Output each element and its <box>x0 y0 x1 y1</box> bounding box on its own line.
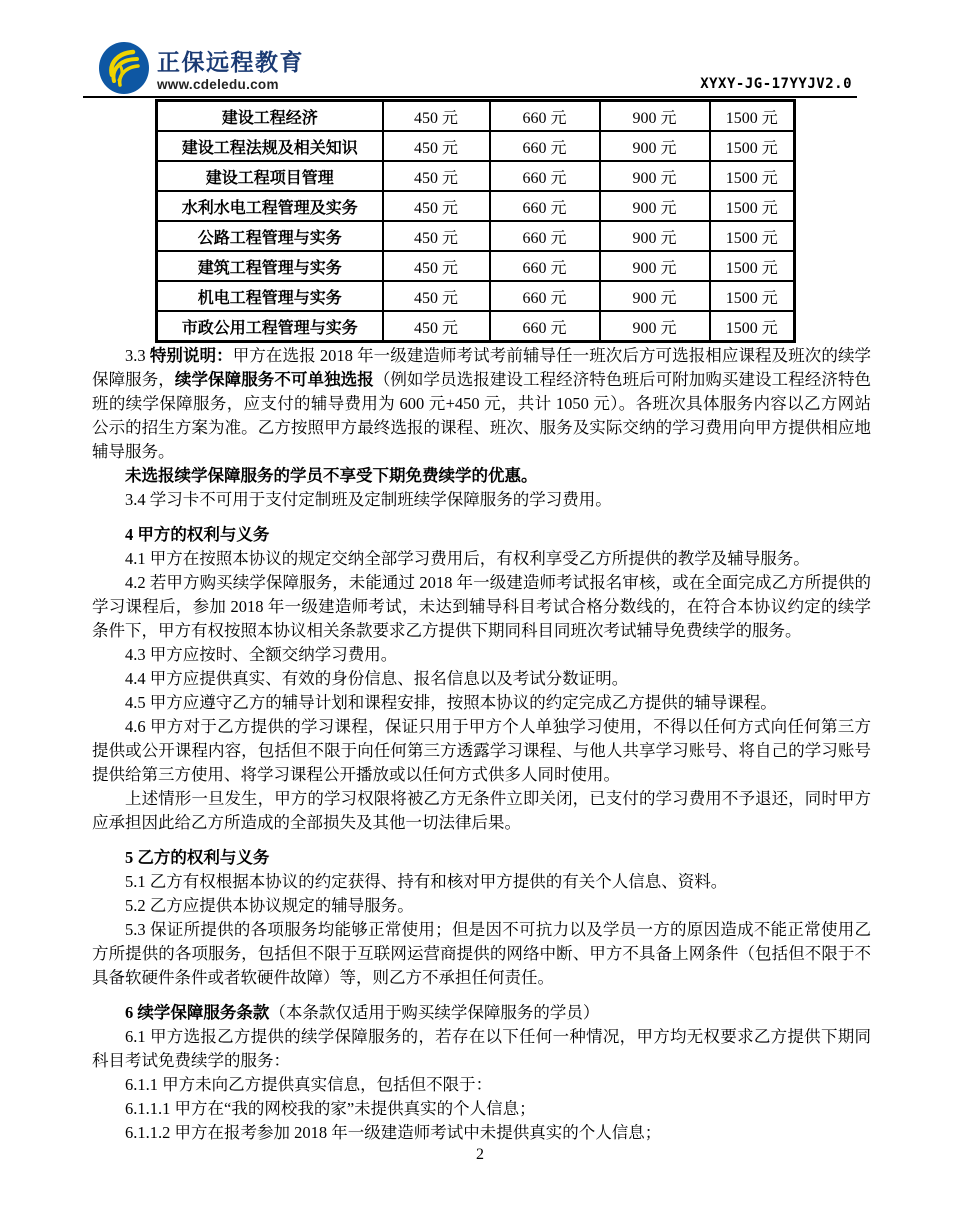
price-cell: 660 元 <box>490 191 600 221</box>
para-3-4: 3.4 学习卡不可用于支付定制班及定制班续学保障服务的学习费用。 <box>125 490 612 509</box>
contract-body <box>92 344 871 1145</box>
price-cell: 1500 元 <box>710 161 795 191</box>
para-3-3-bold: 续学保障服务不可单独选报 <box>174 370 374 389</box>
brand-texts <box>157 42 304 92</box>
para-3-3-notice: 未选报续学保障服务的学员不享受下期免费续学的优惠。 <box>125 466 538 485</box>
para-3-3-num: 3.3 <box>125 346 150 365</box>
para-5-3: 5.3 保证所提供的各项服务均能够正常使用；但是因不可抗力以及学员一方的原因造成不能正常使用乙方所提供的各项服务，包括但不限于互联网运营商提供的网络中断、甲方不具备上网条件（包括但不限于不具备软硬件条件或者软硬件故障）等，则乙方不承担任何责任。 <box>92 920 871 987</box>
price-cell: 900 元 <box>600 311 710 342</box>
para-6-1-1: 6.1.1 甲方未向乙方提供真实信息，包括但不限于： <box>125 1075 493 1094</box>
para-3-3-text2: （例如学员选报建设工程经济特色班后可附加购买建设工程经济特色班的续学保障服务，应支付的辅导费用为 600 元+450 元，共计 1050 元）。各班次具体服务内容以乙方网站公示的招生方案为准。乙方按照甲方最终选报的课程、班次、服务及实际交纳的学习费用向甲方提供相应地辅导服务。 <box>92 370 872 461</box>
table-row <box>157 311 795 342</box>
price-cell: 1500 元 <box>710 311 795 342</box>
para-3-3-label: 特别说明： <box>149 346 233 365</box>
table-row <box>157 101 795 132</box>
price-cell: 1500 元 <box>710 131 795 161</box>
subject-cell: 建设工程法规及相关知识 <box>157 131 383 161</box>
price-cell: 900 元 <box>600 131 710 161</box>
table-row <box>157 161 795 191</box>
para-4-1: 4.1 甲方在按照本协议的规定交纳全部学习费用后，有权利享受乙方所提供的教学及辅导服务。 <box>125 549 810 568</box>
table-row <box>157 251 795 281</box>
heading-section-4: 4 甲方的权利与义务 <box>125 525 270 544</box>
brand-header <box>99 42 304 94</box>
price-cell: 1500 元 <box>710 191 795 221</box>
table-row <box>157 131 795 161</box>
table-row <box>157 191 795 221</box>
para-4-6b: 上述情形一旦发生，甲方的学习权限将被乙方无条件立即关闭，已支付的学习费用不予退还，同时甲方应承担因此给乙方所造成的全部损失及其他一切法律后果。 <box>92 789 871 832</box>
price-cell: 450 元 <box>383 281 490 311</box>
subject-cell: 市政公用工程管理与实务 <box>157 311 383 342</box>
price-cell: 900 元 <box>600 281 710 311</box>
para-6-1-1-2: 6.1.1.2 甲方在报考参加 2018 年一级建造师考试中未提供真实的个人信息； <box>125 1123 662 1142</box>
price-cell: 450 元 <box>383 251 490 281</box>
subject-cell: 公路工程管理与实务 <box>157 221 383 251</box>
para-5-2: 5.2 乙方应提供本协议规定的辅导服务。 <box>125 896 414 915</box>
para-4-2: 4.2 若甲方购买续学保障服务，未能通过 2018 年一级建造师考试报名审核，或在全面完成乙方所提供的学习课程后，参加 2018 年一级建造师考试，未达到辅导科目考试合格分数线的，在符合本协议约定的续学条件下，甲方有权按照本协议相关条款要求乙方提供下期同科目同班次考试辅导免费续学的服务。 <box>92 573 871 640</box>
price-cell: 900 元 <box>600 161 710 191</box>
para-4-5: 4.5 甲方应遵守乙方的辅导计划和课程安排，按照本协议的约定完成乙方提供的辅导课程。 <box>125 693 777 712</box>
para-4-6: 4.6 甲方对于乙方提供的学习课程，保证只用于甲方个人单独学习使用，不得以任何方式向任何第三方提供或公开课程内容，包括但不限于向任何第三方透露学习课程、与他人共享学习账号、将自己的学习账号提供给第三方使用、将学习课程公开播放或以任何方式供多人同时使用。 <box>92 717 871 784</box>
price-cell: 450 元 <box>383 131 490 161</box>
para-3-3-text1: 甲方在选报 2018 年一级建造师考试考前辅导任一班次后方可选报相应课程及班次的续学保障服务， <box>92 346 872 389</box>
price-cell: 900 元 <box>600 101 710 132</box>
price-cell: 660 元 <box>490 221 600 251</box>
price-cell: 900 元 <box>600 251 710 281</box>
brand-logo-icon <box>99 42 149 94</box>
page-number: 2 <box>476 1146 484 1163</box>
price-cell: 1500 元 <box>710 221 795 251</box>
price-cell: 450 元 <box>383 161 490 191</box>
price-cell: 660 元 <box>490 281 600 311</box>
table-row <box>157 221 795 251</box>
price-cell: 900 元 <box>600 221 710 251</box>
subject-cell: 机电工程管理与实务 <box>157 281 383 311</box>
price-cell: 450 元 <box>383 311 490 342</box>
price-cell: 1500 元 <box>710 281 795 311</box>
price-cell: 660 元 <box>490 101 600 132</box>
price-table <box>155 99 796 343</box>
para-6-1: 6.1 甲方选报乙方提供的续学保障服务的，若存在以下任何一种情况，甲方均无权要求乙方提供下期同科目考试免费续学的服务： <box>92 1027 871 1070</box>
heading-section-6 <box>92 1001 871 1025</box>
price-cell: 660 元 <box>490 131 600 161</box>
price-cell: 450 元 <box>383 191 490 221</box>
heading-6-title: 6 续学保障服务条款 <box>125 1003 270 1022</box>
subject-cell: 水利水电工程管理及实务 <box>157 191 383 221</box>
para-4-3: 4.3 甲方应按时、全额交纳学习费用。 <box>125 645 398 664</box>
para-4-4: 4.4 甲方应提供真实、有效的身份信息、报名信息以及考试分数证明。 <box>125 669 629 688</box>
heading-6-paren: （本条款仅适用于购买续学保障服务的学员） <box>269 1003 600 1022</box>
price-cell: 660 元 <box>490 251 600 281</box>
brand-name: 正保远程教育 <box>157 49 304 75</box>
price-cell: 1500 元 <box>710 251 795 281</box>
price-cell: 660 元 <box>490 311 600 342</box>
price-cell: 900 元 <box>600 191 710 221</box>
subject-cell: 建设工程项目管理 <box>157 161 383 191</box>
header-rule <box>83 96 857 98</box>
heading-section-5: 5 乙方的权利与义务 <box>125 848 270 867</box>
para-5-1: 5.1 乙方有权根据本协议的约定获得、持有和核对甲方提供的有关个人信息、资料。 <box>125 872 728 891</box>
subject-cell: 建筑工程管理与实务 <box>157 251 383 281</box>
price-cell: 450 元 <box>383 221 490 251</box>
para-3-3 <box>92 344 871 464</box>
subject-cell: 建设工程经济 <box>157 101 383 132</box>
price-cell: 1500 元 <box>710 101 795 132</box>
brand-url: www.cdeledu.com <box>157 77 279 93</box>
price-cell: 450 元 <box>383 101 490 132</box>
table-row <box>157 281 795 311</box>
para-6-1-1-1: 6.1.1.1 甲方在“我的网校我的家”未提供真实的个人信息； <box>125 1099 536 1118</box>
doc-code: XYXY-JG-17YYJV2.0 <box>700 76 852 92</box>
price-cell: 660 元 <box>490 161 600 191</box>
